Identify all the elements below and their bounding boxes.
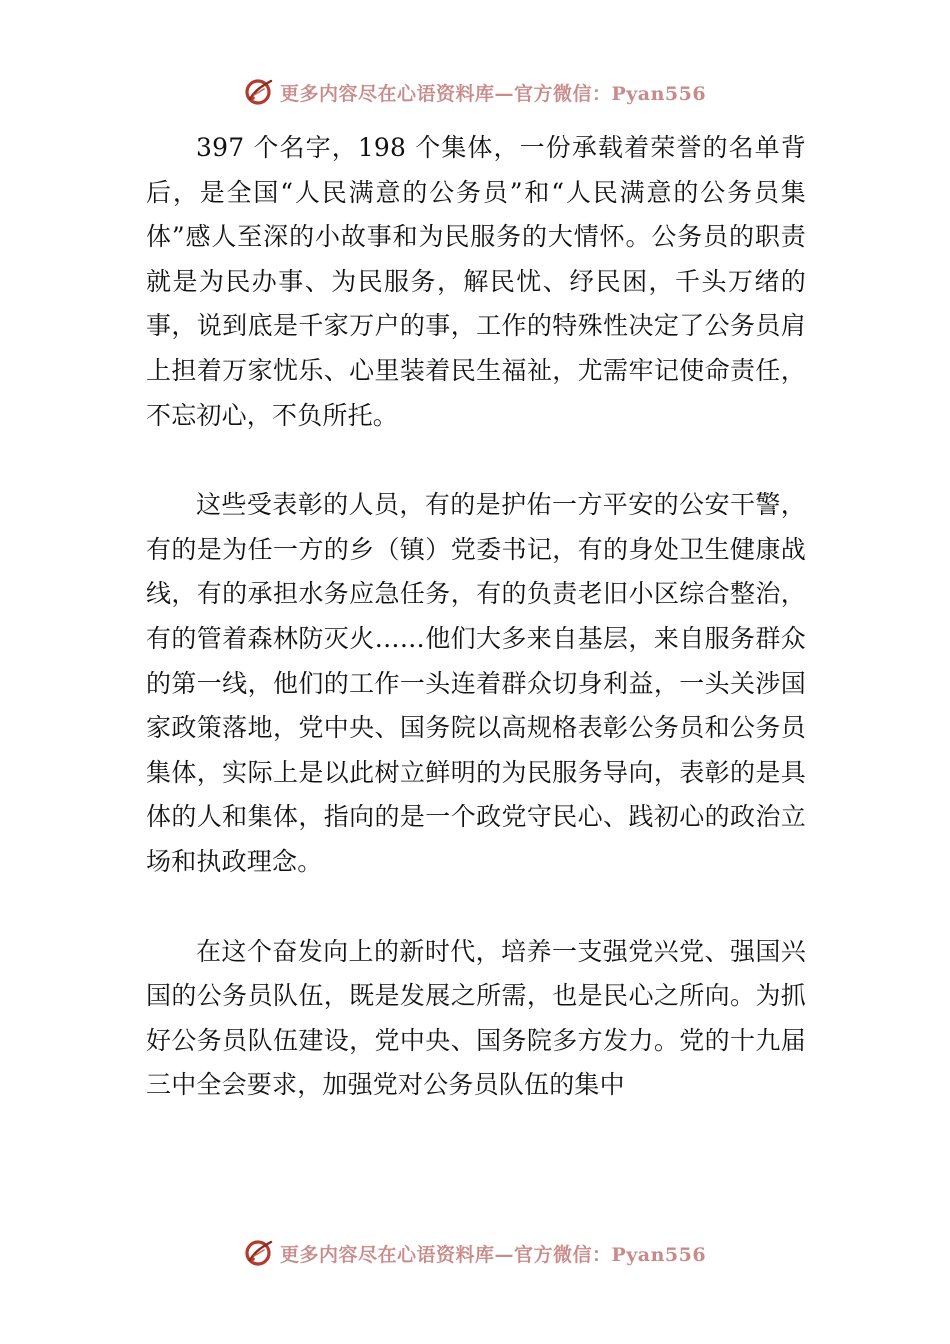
paragraph-3: 在这个奋发向上的新时代，培养一支强党兴党、强国兴国的公务员队伍，既是发展之所需，也是民心之所向。为抓好公务员队伍建设，党中央、国务院多方发力。党的十九届三中全会要求，加强党对公务员队伍的集中 [146,936,806,1100]
document-body [146,126,806,1108]
red-ink-logo-icon [244,1238,274,1268]
red-ink-logo-icon [244,77,274,107]
watermark-text: 更多内容尽在心语资料库—官方微信：Pyan556 [279,1243,707,1266]
paragraph-2: 这些受表彰的人员，有的是护佑一方平安的公安干警，有的是为任一方的乡（镇）党委书记，有的身处卫生健康战线，有的承担水务应急任务，有的负责老旧小区综合整治，有的管着森林防灭火……他们大多来自基层，来自服务群众的第一线，他们的工作一头连着群众切身利益，一头关涉国家政策落地，党中央、国务院以高规格表彰公务员和公务员集体，实际上是以此树立鲜明的为民服务导向，表彰的是具体的人和集体，指向的是一个政党守民心、践初心的政治立场和执政理念。 [146,490,806,876]
header-watermark [0,74,950,110]
paragraph-1: 397 个名字，198 个集体，一份承载着荣誉的名单背后，是全国“人民满意的公务员”和“人民满意的公务员集体”感人至深的小故事和为民服务的大情怀。公务员的职责就是为民办事、为民服务，解民忧、纾民困，千头万绪的事，说到底是千家万户的事，工作的特殊性决定了公务员肩上担着万家忧乐、心里装着民生福祉，尤需牢记使命责任，不忘初心，不负所托。 [146,133,806,430]
footer-watermark [0,1235,950,1271]
watermark-text: 更多内容尽在心语资料库—官方微信：Pyan556 [279,82,707,105]
